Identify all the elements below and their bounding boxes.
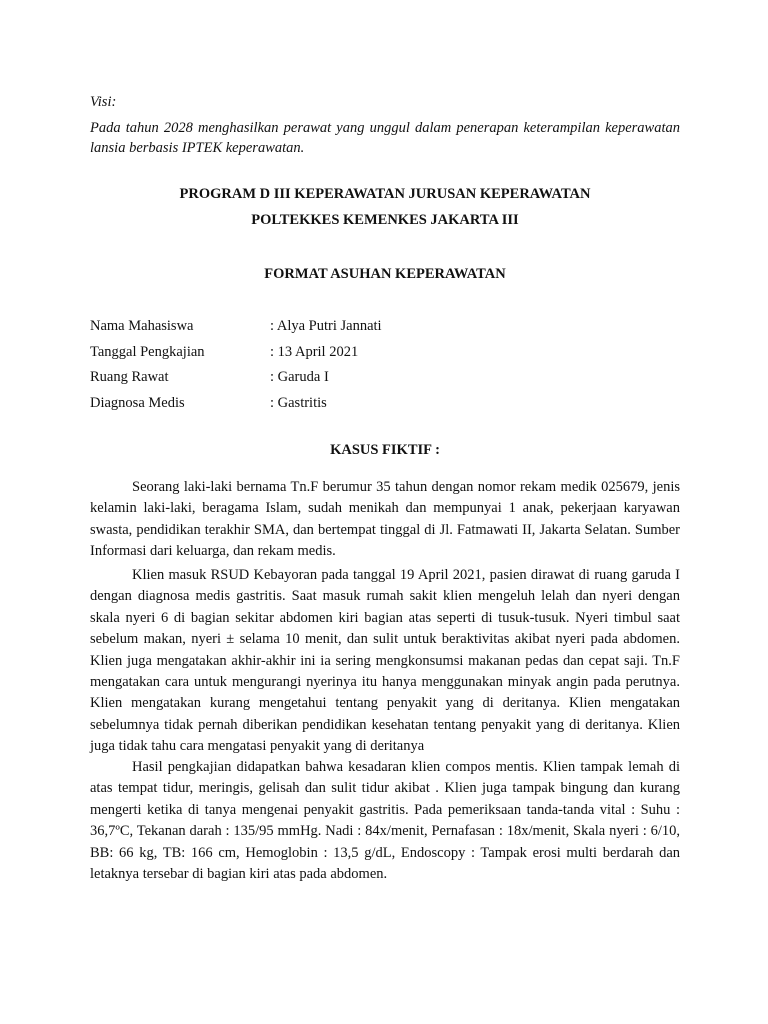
- case-paragraph-2: Klien masuk RSUD Kebayoran pada tanggal 19 April 2021, pasien dirawat di ruang garuda I dengan diagnosa medis gastritis. Saat masuk rumah sakit klien mengeluh lelah dan nyeri dengan skala nyeri 6 di bagian sekitar abdomen kiri bagian atas seperti di tusuk-tusuk. Nyeri timbul saat sebelum makan, nyeri ± selama 10 menit, dan sulit untuk beraktivitas akibat nyeri pada abdomen. Klien juga mengatakan akhir-akhir ini ia sering mengkonsumsi makanan pedas dan cepat saji. Tn.F mengatakan cara untuk mengurangi nyerinya itu hanya menggunakan minyak angin pada perutnya. Klien mengatakan kurang mengetahui tentang penyakit yang di deritanya. Klien mengatakan sebelumnya tidak pernah diberikan pendidikan kesehatan tentang penyakit yang di deritanya. Klien juga tidak tahu cara mengatasi penyakit yang di deritanya: [90, 567, 680, 755]
- case-title: KASUS FIKTIF :: [330, 442, 440, 458]
- info-value: : 13 April 2021: [270, 343, 359, 360]
- info-value: : Alya Putri Jannati: [270, 318, 382, 334]
- info-label: Nama Mahasiswa: [90, 318, 194, 334]
- info-row-tanggal: [90, 342, 382, 368]
- info-value: : Garuda I: [270, 369, 329, 385]
- program-heading: PROGRAM D III KEPERAWATAN JURUSAN KEPERAWATAN: [179, 186, 591, 202]
- info-value: : Gastritis: [270, 394, 327, 411]
- info-label: Ruang Rawat: [90, 369, 169, 385]
- case-paragraph-1: Seorang laki-laki bernama Tn.F berumur 35 tahun dengan nomor rekam medik 025679, jenis kelamin laki-laki, beragama Islam, sudah menikah dan mempunyai 1 anak, pekerjaan karyawan swasta, pendidikan terakhir SMA, dan bertempat tinggal di Jl. Fatmawati II, Jakarta Selatan. Sumber Informasi dari keluarga, dan rekam medis.: [90, 479, 680, 560]
- case-paragraph-3: Hasil pengkajian didapatkan bahwa kesadaran klien compos mentis. Klien tampak lemah di atas tempat tidur, meringis, gelisah dan sulit tidur akibat . Klien juga tampak bingung dan kurang mengerti ketika di tanya mengenai penyakit gastritis. Pada pemeriksaan tanda-tanda vital : Suhu : 36,7ºC, Tekanan darah : 135/95 mmHg. Nadi : 84x/menit, Pernafasan : 18x/menit, Skala nyeri : 6/10, BB: 66 kg, TB: 166 cm, Hemoglobin : 13,5 g/dL, Endoscopy : Tampak erosi multi berdarah dan letaknya tersebar di bagian kiri atas pada abdomen.: [90, 759, 680, 883]
- info-label: Diagnosa Medis: [90, 394, 185, 411]
- info-row-diagnosa: [90, 393, 382, 419]
- institution-heading: POLTEKKES KEMENKES JAKARTA III: [251, 212, 519, 228]
- info-label: Tanggal Pengkajian: [90, 343, 205, 360]
- student-info: [90, 316, 382, 418]
- format-title: FORMAT ASUHAN KEPERAWATAN: [264, 266, 506, 282]
- info-row-nama: [90, 316, 382, 342]
- info-row-ruang: [90, 367, 382, 393]
- visi-text: Pada tahun 2028 menghasilkan perawat yang unggul dalam penerapan keterampilan keperawatan lansia berbasis IPTEK keperawatan.: [90, 120, 680, 156]
- visi-label: Visi:: [90, 94, 117, 110]
